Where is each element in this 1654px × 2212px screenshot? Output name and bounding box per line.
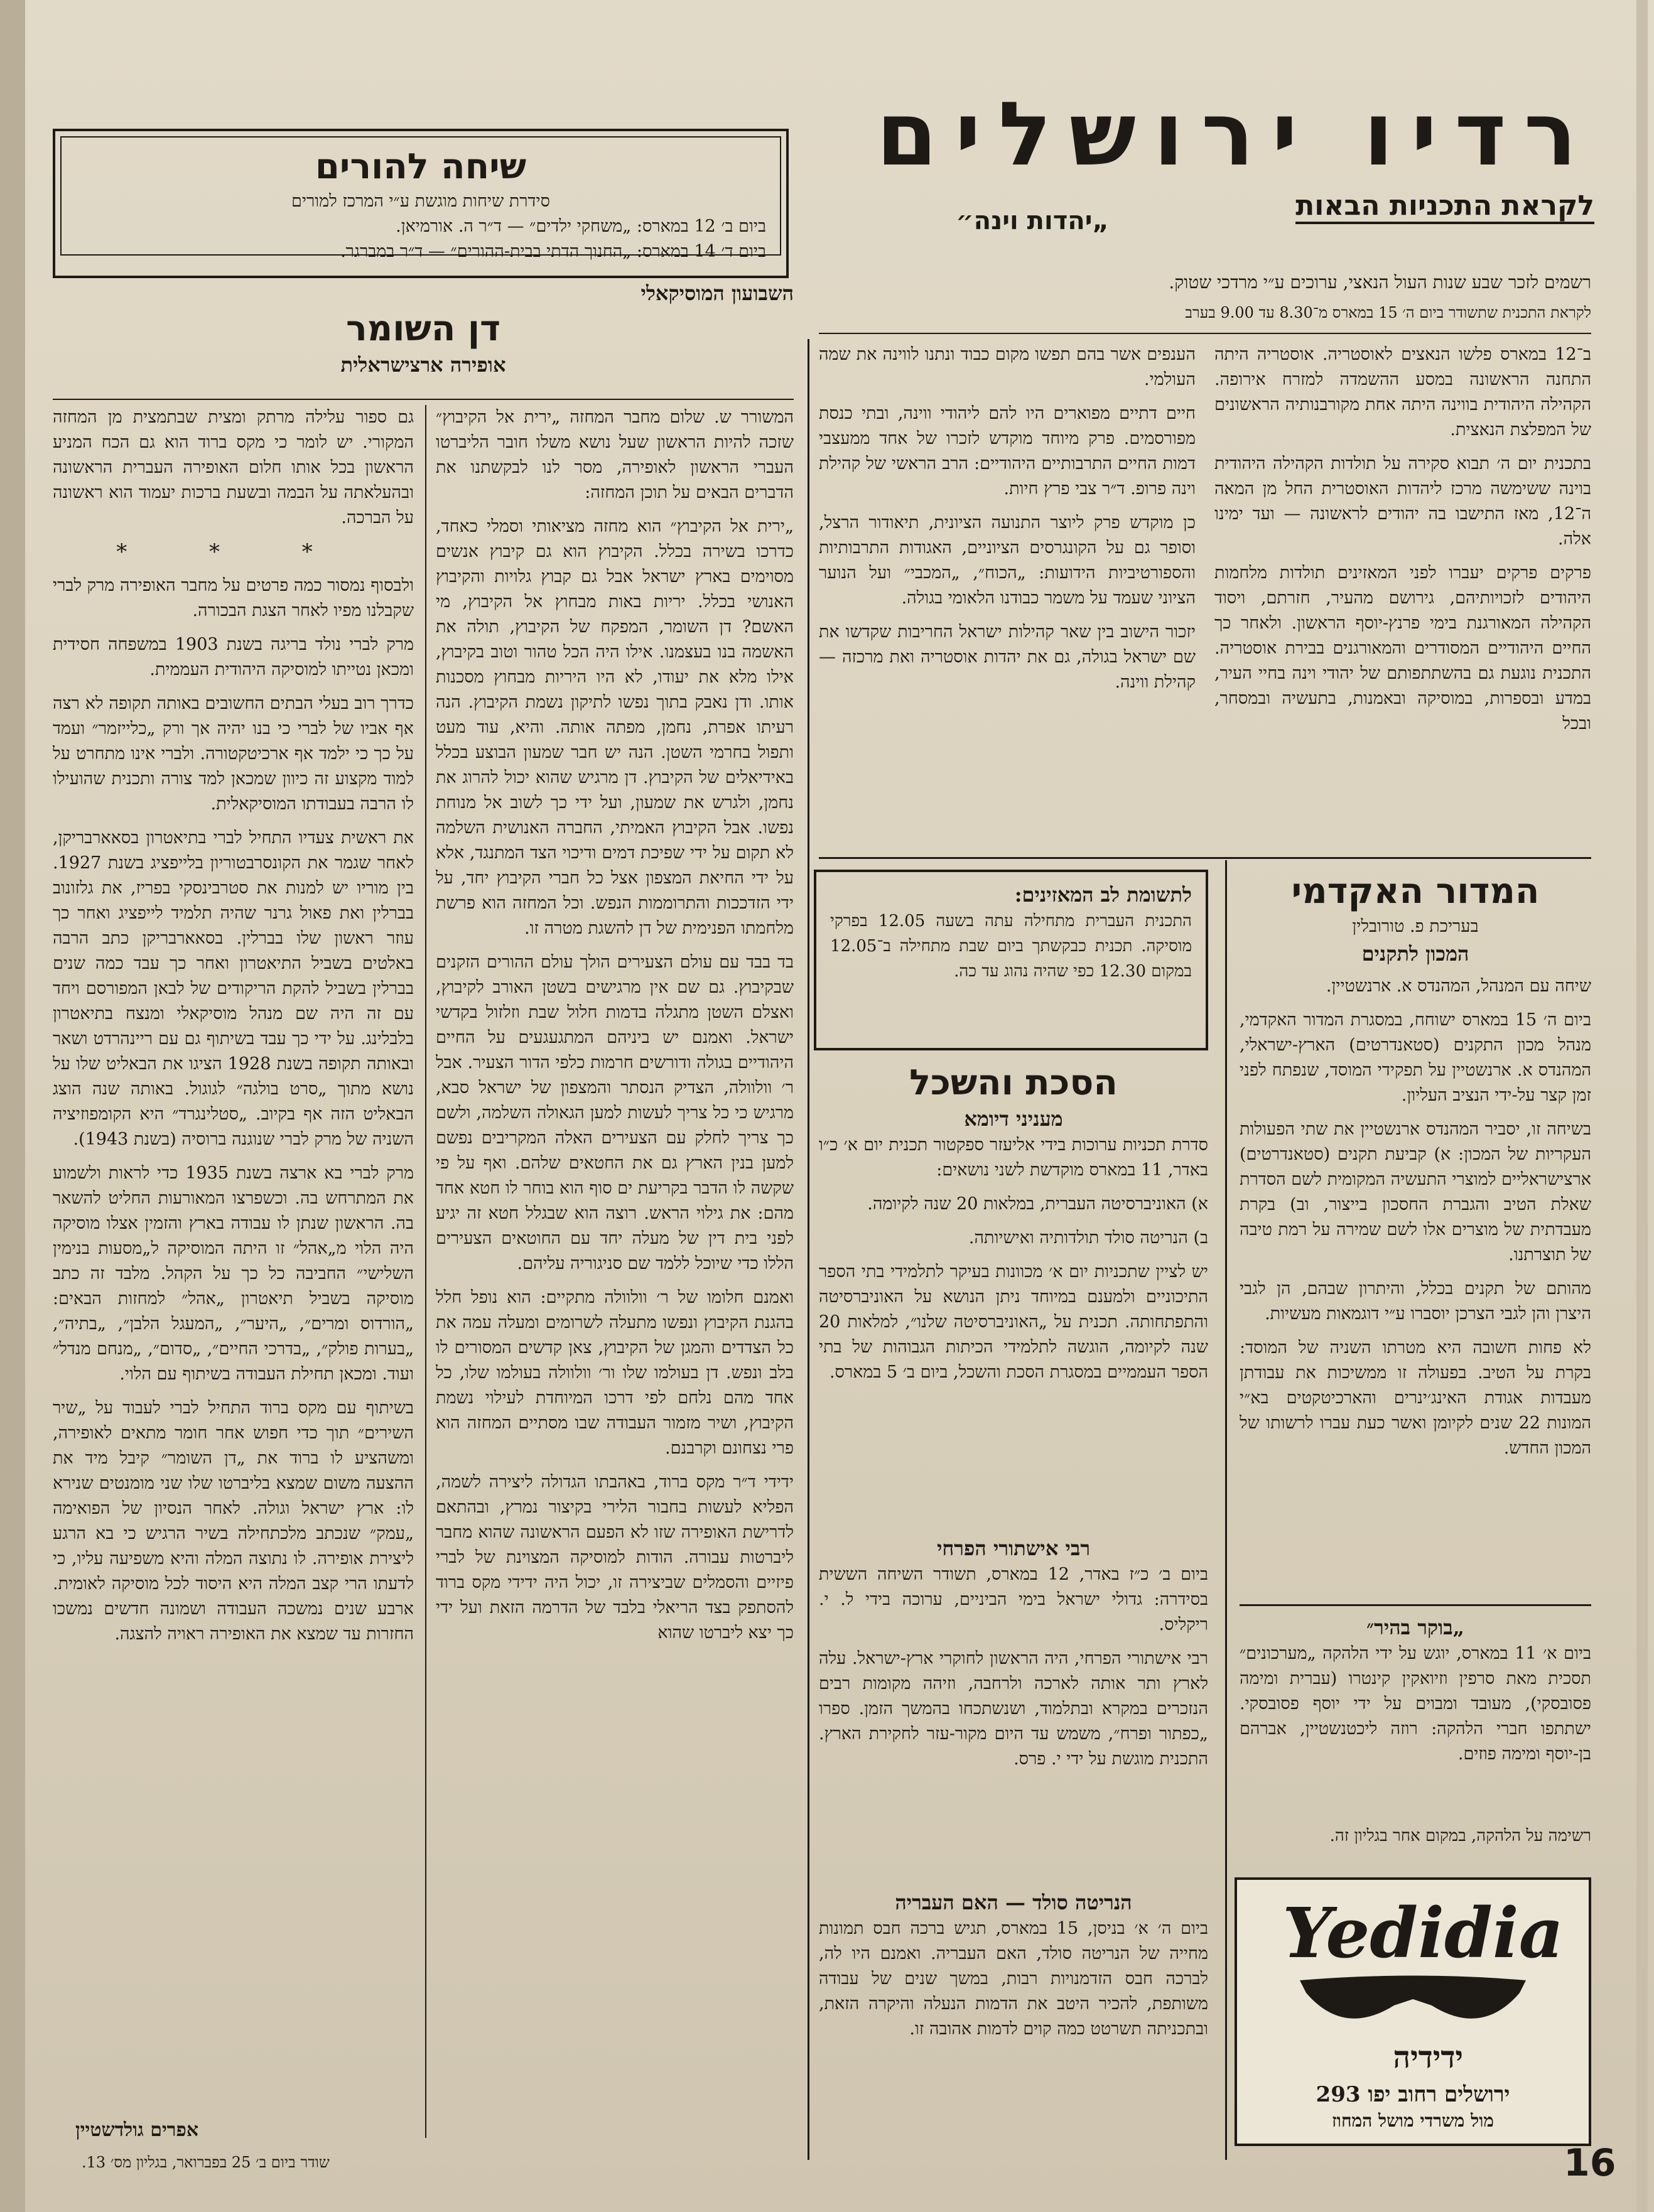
academic-section [1240,870,1591,1533]
paragraph: מהותם של תקנים בכלל, והיתרון שבהם, הן לגבי היצרן והן לגבי הצרכן יוסברו ע״י דוגמאות מעשיות. [1240,1279,1591,1324]
vienna-schedule: לקראת התכנית שתשודר ביום ה׳ 15 במארס מ־8.30 עד 9.00 בערב [1185,304,1591,321]
academic-body [1240,974,1591,1533]
column-divider [808,339,809,2160]
paragraph: יש לציין שתכניות יום א׳ מכוונות בעיקר לתלמידי בתי הספר התיכוניים ולמענם במיוחד ניתן הנושא על האוניברסיטה והתפתחותה. תכנית על „האוניברסיטה שלנו״, למלאות 20 שנה לקיומה, הוגשה לתלמידי הכיתות הגבוהות של בתי הספר העממיים במסגרת הסכת והשכל, ביום ב׳ 5 במארס. [819,1262,1208,1382]
page-number: 16 [1564,2141,1616,2185]
ishtori-body [819,1562,1208,1889]
talk-box-title: שיחה להורים [315,146,527,187]
music-column-left [53,405,414,2094]
szold-body [819,1916,1208,2098]
paragraph: מרק לברי נולד בריגה בשנת 1903 במשפחה חסידית ומכאן נטייתו למוסיקה היהודית העממית. [53,635,414,679]
paragraph: ולבסוף נמסור כמה פרטים על מחבר האופירה מרק לברי שקבלנו מפיו לאחר הצגת הבכורה. [53,576,414,620]
column-divider [425,405,426,2138]
paragraph: הענפים אשר בהם תפשו מקום כבוד ונתנו לווינה את שמה העולמי. [819,345,1196,389]
talk-box-line1: סידרת שיחות מוגשת ע״י המרכז למורים [291,192,550,211]
vienna-column-right [1214,342,1591,851]
masthead-subtitle: לקראת התכניות הבאות [1295,190,1594,224]
paragraph: סדרת תכניות ערוכות בידי אליעזר ספקטור תכנית יום א׳ כ״ו באדר, 11 במארס מוקדשת לשני נושאים: [819,1135,1208,1180]
paragraph: פרקים פרקים יעברו לפני המאזינים תולדות מלחמות היהודים לזכויותיהם, גירושם מהעיר, חזרתם, ויסוד הקהילה המאורגנת בימי פרנץ-יוסף הראשון. ולאחר כך החיים היהודיים המסודרים והמאורגנים בבירת אוסטריה. התכנית נוגעת גם בהשתתפותם של יהודי וינה בחיי העיר, במדע ובספרות, במוסיקה ובאמנות, בתעשיה ובמסחר, ובכל [1214,563,1591,733]
article-author: אפרים גולדשטיין [75,2119,199,2141]
music-title: דן השומר [345,308,501,349]
paragraph: בשיחה זו, יסביר המהנדס ארנשטיין את שתי הפעולות העקריות של המכון: א) קביעת תקנים (סטאנדרטים) ארצישראליים למוצרי התעשיה המקומית לשם הסדרת שאלת הטיב והגברת החסכון בייצור, וב) בקרת מעבדתית של מוצרים אלו לשם שמירה על רמת טיבה של תוצרתנו. [1240,1119,1591,1265]
paragraph: ביום ה׳ א׳ בניסן, 15 במארס, תגיש ברכה חבס תמונות מחייה של הנריטה סולד, האם העבריה. ואמנם היו לה, לברכה חבס הזדמנויות רבות, במשך שנים של עבודה משותפת, להכיר היטב את הדמות הנעלה והיקרה הזאת, ובתכניתה תשרטט כמה קוים לדמות אהובה זו. [819,1919,1208,2039]
paragraph: ביום ב׳ כ״ז באדר, 12 במארס, תשודר השיחה הששית בסידרה: גדולי ישראל בימי הביניים, ערוכה בידי ל. י. ריקליס. [819,1565,1208,1634]
paragraph: מרק לברי בא ארצה בשנת 1935 כדי לראות ולשמוע את המתרחש בה. וכשפרצו המאורעות החליט להשאר בה. הראשון שנתן לו עבודה בארץ והזמין אצלו מוסיקה היה הלוי מ„אהל״ זו היתה המוסיקה ל„מסעות בנימין השלישי״ החביבה כל כך על הקהל. מלבד זה כתב מוסיקה בשביל תיאטרון „אהל״ למחזות הבאים: „הורדוס ומרים״, „היער״, „המעגל הלבן״, „בתיה״, „בערות פולק״, „בדרכי החיים״, „סדום״, „מנחם מנדל״ ועוד. ומכאן תחילת העבודה בשיתוף עם הלוי. [53,1163,414,1384]
talk-box-line3: ביום ד׳ 14 במארס: „החנוך הדתי בבית-ההורים״ — ד״ר במברגר. [340,242,766,261]
ad-logo: Yedidia [1282,1892,1564,1973]
divider [1240,1604,1591,1606]
ad-location: מול משרדי מושל המחוז [1331,2110,1494,2131]
boker-text: ביום א׳ 11 במארס, יוגש על ידי הלהקה „מערכונים״ תסכית מאת סרפין וזיואקין קינטרו (עברית ומימה פסובסקי), מעובד ומבוים על ידי יוסף פסובסקי. ישתתפו חברי הלהקה: רוזה ליכטנשטיין, אברהם בן-יוסף ומימה פוזים. [1240,1644,1591,1764]
boker-note: רשימה על הלהקה, במקום אחר בגליון זה. [1329,1826,1591,1845]
paragraph: א) האוניברסיטה העברית, במלאות 20 שנה לקיומה. [867,1194,1208,1214]
paragraph: ב־12 במארס פלשו הנאצים לאוסטריה. אוסטריה היתה התחנה הראשונה במסע ההשמדה למזרח אירופה. הקהילה היהודית בווינה היתה אחת מקורבנותיה הראשונים של המפלצת הנאצית. [1214,345,1591,440]
broadcast-note: שודר ביום ב׳ 25 בפברואר, בגליון מס׳ 13. [82,2154,330,2171]
vienna-column-left [819,342,1196,851]
paragraph: ביום ה׳ 15 במארס ישוחח, במסגרת המדור האקדמי, מנהל מכון התקנים (סטאנדרטים) הארץ-ישראלי, המהנדס א. ארנשטיין על תפקידי המוסד, שנפתח לפני זמן קצר על-ידי הנציב העליון. [1240,1010,1591,1105]
ornament-stars: * * * [116,539,350,564]
music-column-right [436,405,794,2138]
paragraph: בד בבד עם עולם הצעירים הולך עולם ההורים הזקנים שבקיבוץ. גם שם אין מרגישים בשטן האורב לקיבוץ, ואצלם השטן מתגלה בדמות חלול שבת וזלזול בקדשי ישראל. ואמנם יש ביניהם המתגעגעים על החיים היהודיים בגולה ודורשים חרמות כלפי הדור הצעיר. אבל ר׳ וולוולה, הצדיק הנסתר והמצפון של ישראל סבא, מרגיש כי כל צריך לעשות למען הגאולה השלמה, ולשם כך צריך לחלק עם הצעירים האלה המקריבים נפשם למען בנין הארץ גם את החטאים שלהם. ואף על פי שקשה לו הדבר בקריעת ים סוף הוא בוחר לו חטא אחד מהם: את גילוי הראש. רוצה הוא שבגלל חטא זה יגיע לפני בית דין של מעלה יחד עם החוטאים הצעירים הללו כדי שיוכל ללמד שם סניגוריה עליהם. [436,952,794,1273]
page-edge [0,0,25,2212]
listeners-box [814,870,1208,1050]
paragraph: גם ספור עלילה מרתק ומצית שבתמצית מן המחזה המקורי. יש לומר כי מקס ברוד הוא גם הכח המניע הראשון בכל אותו חלום האופירה העברית הראשונה ובהעלאתה על הבמה ובשעת ברכות יעמוד הוא ראשונה על הברכה. [53,407,414,527]
page-fold [1636,0,1648,2212]
hasket-subtitle: מעניני דיומא [964,1107,1063,1131]
ad-address: ירושלים רחוב יפו 293 [1316,2082,1510,2107]
divider [819,857,1591,859]
paragraph: „ירית אל הקיבוץ״ הוא מחזה מציאותי וסמלי כאחד, כדרכו בשירה בכלל. הקיבוץ הוא גם קיבוץ אנשים מסוימים בארץ ישראל אבל גם קבוץ גלויות והקיבוץ האנושי בכלל. יריות באות מבחוץ אל הקיבוץ, מי האשם? דן השומר, המפקח של הקיבוץ, תולה את האשמה בנו בעצמנו. אילו היה הכל טהור וטוב בקיבוץ, אילו מלא את יעודו, לא היו היריות מבחוץ מסכנות אותו. ודן נאבק בתוך נפשו לתיקון נשמת הקיבוץ. הנה רעיתו אפרת, נחמן, מפתה אותה. והיא, עוד מעט ותפול בחרמי השטן. הנה יש חבר שמעון הבוצע בכלל באידיאלים של הקיבוץ. דן מרגיש שהוא יכול להרוג את נחמן, ולגרש את שמעון, ועל ידי כך לשוב אל מנוחת נפשו. אבל הקיבוץ האמיתי, החברה האנושית השלמה לא תקום על ידי שפיכת דמים ודיכוי הצד המתנגד, אלא על ידי החיאת המצפון אצל כל חברי הקיבוץ יחד, על ידי הזדככות והתרוממות הנפש. וכל המחזה הוא פרשת מלחמתו הפנימית של דן להשגת מטרה זו. [436,517,794,938]
hasket-section [819,1061,1208,2098]
boker-title: „בוקר בהיר״ [1366,1616,1465,1639]
paragraph: בשיתוף עם מקס ברוד התחיל לברי לעבוד על „שיר השירים״ תוך כדי חפוש אחר חומר מתאים לאופירה, ומשהציע לו ברוד את „דן השומר״ קיבל מיד את ההצעה משום שמצא בליברטו שלו שני מומנטים שנירא לו: ארץ ישראל וגולה. לאחר הנסיון של הפואימה „עמק״ שנכתב מלכתחילה בשיר הרגיש כי בא הרגע ליצירת אופירה. לו נתוצה המלה והיא משפיעה עליו, כי לדעתו הרי קצב המלה היא היסוד לכל מוסיקה לאומית. ארבע שנים נמשכה העבודה ושמונה חדשים נמשכו החזרות עד שמצא את האופירה ראויה להצגה. [53,1398,414,1644]
talk-box [53,129,789,278]
paragraph: יזכור הישוב בין שאר קהילות ישראל החריבות שקדשו את שם ישראל בגולה, גם את יהדות אוסטריה ואת מרכזה — קהילת ווינה. [819,622,1196,692]
paragraph: את ראשית צעדיו התחיל לברי בתיאטרון בסאארבריקן, לאחר שגמר את הקונסרבטוריון בלייפציג בשנת 1927. בין מוריו יש למנות את סטרבינסקי בפריז, את גלזונוב בברלין ואת פאול גרנר שהיה תלמיד לייפציג ואחר כך עוזר ראשון שלו בברלין. בסאארבריקן כתב הרבה באלטים בשביל התיאטרון ואחר כך עבד כמה שנים בברלין בשביל להקת הריקודים של לבאן המפורסם ויחד עם זה היה שם מנהל מוסיקאלי ומנצח בתיאטרון בלבלינג. על ידי כך עבד בשיתוף גם עם ריינהרדט ושאר ובאותה תקופה בשנת 1928 הציגו את הבאליט שלו על נושא מתוך „סרט בולגה״ לגוגול. באותה שנה הוצג הבאליט הזה אף בקיוב. „סטלינגרד״ היא הקומפוזיציה השניה של מרק לברי שנוגנה ברוסיה (בשנת 1943). [53,828,414,1149]
academic-title: המדור האקדמי [1291,871,1540,912]
paragraph: לא פחות חשובה היא מטרתו השניה של המוסד: בקרת על הטיב. בפעולה זו ממשיכות את עבודתן מעבדות אגודת האינג׳ינרים והארכיטקטים בא״י המונות 22 שנים לקיומן ואשר כעת עברו לרשותו של המכון החדש. [1240,1338,1591,1458]
paragraph: שיחה עם המנהל, המהנדס א. ארנשטיין. [1326,976,1591,996]
paragraph: כן מוקדש פרק ליוצר התנועה הציונית, תיאודור הרצל, וסופר גם על הקונגרסים הציוניים, האגודות התרבותיות והספורטיביות הידועות: „הכוח״, „המכבי״ ועל הנוער הציוני שעמד על משמר כבודנו הלאומי בגולה. [819,513,1196,608]
paragraph: רבי אישתורי הפרחי, היה הראשון לחוקרי ארץ-ישראל. עלה לארץ ותר אותה לארכה ולרחבה, וזיהה מקומות רבים הנזכרים במקרא ובתלמוד, ושנשתכחו בהמשך הזמן. ספרו „כפתור ופרח״, משמש עד היום מקור-עזר לחקירת הארץ. התכנית מוגשת על ידי י. פרס. [819,1649,1208,1769]
music-section [53,279,794,379]
listeners-title: לתשומת לב המאזינים: [1014,883,1192,907]
hasket-title: הסכת והשכל [909,1062,1118,1103]
vienna-intro: רשמים לזכר שבע שנות העול הנאצי, ערוכים ע״י מרדכי שטוק. [1169,272,1591,293]
yedidia-ad [1235,1877,1591,2146]
paragraph: ואמנם חלומו של ר׳ וולוולה מתקיים: הוא נופל חלל בהגנת הקיבוץ ונפשו מתעלה לשרומים ומעלה עמה את כל הצדדים והמגן של הקיבוץ, צאן קדשים המסורים לו בלב ונפש. דן בעולמו שלו ור׳ וולוולה בעולמו שלו, כל אחד מהם נלחם לפי דרכו המיוחדת לעילוי נשמת הקיבוץ, ושיר מזמור העבודה שבו מסתיים המחזה הוא פרי נצחונם וקרבנם. [436,1288,794,1458]
talk-box-line2: ביום ב׳ 12 במארס: „משחקי ילדים״ — ד״ר ה. אורמיאן. [396,217,766,236]
paragraph: המשורר ש. שלום מחבר המחזה „ירית אל הקיבוץ״ שזכה להיות הראשון שעל נושא משלו חובר הליברטו העברי הראשון לאופירה, מסר לנו לבקשתנו את הדברים הבאים על תוכן המחזה: [436,407,794,502]
listeners-text: התכנית העברית מתחילה עתה בשעה 12.05 בפרקי מוסיקה. תכנית כבקשתך ביום שבת מתחילה ב־12.05 במקום 12.30 כפי שהיה נהוג עד כה. [830,912,1192,981]
hasket-body [819,1133,1208,1535]
divider [819,333,1591,334]
paragraph: כדרך רוב בעלי הבתים החשובים באותה תקופה לא רצה אף אביו של לברי כי בנו יהיה אך ורק „כלייזמר״ ועמד על כך כי ילמד אף ארכיטקטורה. ולברי אינו מתחרט על למוד מקצוע זה כיוון שמכאן למד צורה ותכנית שהועילו לו הרבה בעבודתו המוסיקאלית. [53,694,414,814]
paragraph: בתכנית יום ה׳ תבוא סקירה על תולדות הקהילה היהודית בוינה ששימשה מרכז ליהדות האוסטרית החל מן המאה ה־12, מאז התישבו בה יהודים לראשונה — ועד ימינו אלה. [1214,454,1591,549]
boker-section [1240,1614,1591,1848]
divider [53,399,794,400]
masthead-title: רדיו ירושלים [876,84,1594,186]
paragraph: ב) הנריטה סולד תולדותיה ואישיותה. [968,1228,1208,1248]
music-subtitle: אופירה ארצישראלית [340,353,506,377]
vienna-title: „יהדות וינה״ [956,207,1109,235]
academic-subtitle: המכון לתקנים [1361,942,1469,966]
sunglasses-icon [1294,1968,1532,2043]
paragraph: חיים דתיים מפוארים היו להם ליהודי ווינה, ובתי כנסת מפורסמים. פרק מיוחד מוקדש לזכרו של אחד ממעצבי דמות החיים התרבותיים היהודיים: הרב הראשי של קהילת וינה פרופ. ד״ר צבי פרץ חיות. [819,404,1196,499]
column-divider [1225,860,1227,2160]
music-label: השבועון המוסיקאלי [641,281,794,305]
academic-editor: בעריכת פ. טורובלין [1352,917,1479,936]
section-subheading: הנריטה סולד — האם העבריה [895,1891,1132,1914]
section-subheading: רבי אישתורי הפרחי [936,1536,1091,1560]
ad-logo-hebrew: ידידיה [1393,2040,1463,2075]
paragraph: ידידי ד״ר מקס ברוד, באהבתו הגדולה ליצירה לשמה, הפליא לעשות בחבור הלירי בקיצור נמרץ, ובהתאם לדרישת האופירה שזו לא הפעם הראשונה שהוא מחבר ליברטות עבורה. הודות למוסיקה המצוינת של לברי פיזיים והסמלים שביצירה זו, יכול היה ידידי מקס ברוד להסתפק בצד הריאלי בלבד של הדרמה הזאת ועל ידי כך יצא ליברטו שהוא [436,1472,794,1643]
